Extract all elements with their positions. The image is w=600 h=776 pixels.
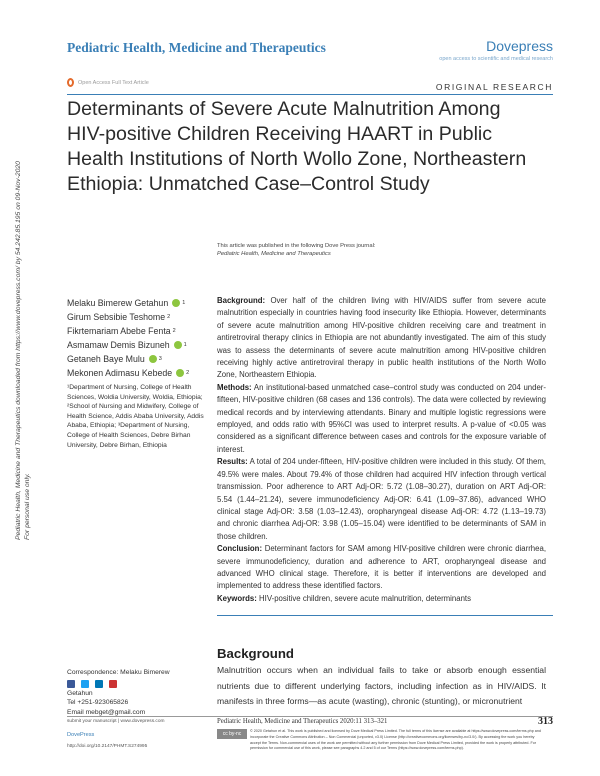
abstract-results: A total of 204 under-fifteen, HIV-positive children were included in this study. Of them, 49.5% were males. About 79.4% of those children had acquired HIV infection through vertical transmission. Poor adherence to ART Adj-OR: 5.72 (1.08–30.27), duration on ART Adj-OR: 5.54 (1.44–21.24), severe immunodeficiency Adj-OR: 6.41 (1.09–37.86), advanced WHO clinical stage Adj-OR: 3.58 (1.03–12.43), oropharyngeal disease Adj-OR: 4.72 (1.13–19.73) and chronic diarrhea Adj-OR: 3.98 (1.05–15.04) were identified to be determinants of SAM in those children.	[217, 457, 546, 541]
open-access-label: Open Access Full Text Article	[78, 79, 149, 86]
youtube-icon[interactable]	[109, 680, 117, 688]
header-divider	[67, 94, 553, 95]
open-access-row	[67, 78, 149, 87]
orcid-icon[interactable]	[172, 299, 180, 307]
doi-link[interactable]: http://doi.org/10.2147/PHMT.S274995	[67, 744, 148, 749]
linkedin-icon[interactable]	[95, 680, 103, 688]
abstract-keywords-label: Keywords:	[217, 593, 257, 603]
author[interactable]: Fikrtemariam Abebe Fenta 2	[67, 326, 176, 336]
pub-note-journal: Pediatric Health, Medicine and Therapeutics	[217, 251, 331, 257]
abstract-background: Over half of the children living with HIV/AIDS suffer from severe acute malnutrition especially in countries having food insecurity like Ethiopia. However, determinants of severe acute malnutrition among HIV-positive children receiving care and treatment in antiretroviral therapy clinics in Ethiopia are not abundantly investigated. The aim of this study was to assess the determinants of severe acute malnutrition among HIV-positive children receiving highly active antiretroviral therapy in public health institutions of the North Wollo Zone, Northeastern Ethiopia.	[217, 296, 546, 380]
article-type: ORIGINAL RESEARCH	[435, 82, 553, 92]
footer-divider	[67, 716, 553, 717]
footer-journal-ref: Pediatric Health, Medicine and Therapeutics 2020:11 313–321	[217, 718, 388, 725]
background-heading: Background	[217, 646, 294, 661]
author[interactable]: Asmamaw Demis Bizuneh 1	[67, 340, 187, 350]
cc-license-badge[interactable]: cc by-nc	[217, 729, 247, 739]
correspondence	[67, 668, 197, 717]
side-note-line2: For personal use only.	[24, 473, 31, 540]
correspondence-email[interactable]: Email mebget@gmail.com	[67, 708, 146, 716]
license-text: © 2020 Getahun et al. This work is published and licensed by Dove Medical Press Limited. The full terms of this license are available at https://www.dovepress.com/terms.php and incorporate the Creative Commons Attribution – Non Commercial (unported, v3.0) License (http://creativecommons.org/licenses/by-nc/3.0/). By accessing the work you hereby accept the Terms. Non-commercial uses of the work are permitted without any further permission from Dove Medical Press Limited, provided the work is properly attributed. For permission for commercial use of this work, please see paragraphs 4.2 and 5 of our Terms (https://www.dovepress.com/terms.php).	[250, 729, 541, 751]
correspondence-tel: Tel +251-923065826	[67, 699, 129, 706]
open-access-icon	[67, 78, 74, 87]
abstract-conclusion-label: Conclusion:	[217, 544, 263, 554]
orcid-icon[interactable]	[149, 355, 157, 363]
author[interactable]: Melaku Bimerew Getahun 1	[67, 298, 186, 308]
author[interactable]: Girum Sebsibie Teshome 2	[67, 312, 171, 322]
abstract-methods: An institutional-based unmatched case–control study was conducted on 204 under-fifteen, HIV-positive children (68 cases and 136 controls). The data were collected by reviewing medical records and by interviewing attendants. Binary and multiple logistic regressions were employed, and odds ratio with 95%CI was used to interpret results. A p-value of <0.05 was considered as a significant difference between cases and controls for the exposure variable of interest.	[217, 382, 546, 454]
download-side-note	[2, 120, 31, 540]
dovepress-tagline: open access to scientific and medical research	[439, 56, 553, 62]
author[interactable]: Getaneh Baye Mulu 3	[67, 354, 162, 364]
twitter-icon[interactable]	[81, 680, 89, 688]
background-text: Malnutrition occurs when an individual fails to take or absorb enough essential nutrients due to different underlying factors, including infection as in HIV/AIDS. It manifests in three forms—as acute (wasting), chronic (stunting), or micronutrient	[217, 665, 546, 706]
abstract-background-label: Background:	[217, 296, 266, 305]
submit-manuscript-link[interactable]: submit your manuscript | www.dovepress.com	[67, 719, 165, 724]
dovepress-logo[interactable]: Dovepress	[486, 38, 553, 54]
abstract-divider	[217, 615, 553, 616]
abstract-results-label: Results:	[217, 457, 248, 467]
publication-note	[217, 242, 376, 258]
affiliations: ¹Department of Nursing, College of Health Sciences, Woldia University, Woldia, Ethiopia; ²School of Nursing and Midwifery, College of Health Science, Addis Ababa University, Addis Ababa, Ethiopia; ³Department of Nursing, College of Health Sciences, Debre Birhan University, Debre Birhan, Ethiopia	[67, 384, 204, 449]
author[interactable]: Mekonen Adimasu Kebede 2	[67, 368, 190, 378]
abstract-methods-label: Methods:	[217, 382, 252, 392]
correspondence-line1: Correspondence: Melaku Bimerew	[67, 669, 170, 676]
dovepress-footer-logo[interactable]: DovePress	[67, 732, 95, 738]
abstract-conclusion: Determinant factors for SAM among HIV-positive children were chronic diarrhea, severe immunodeficiency, duration and adherence to ART, oropharyngeal disease and advanced WHO clinical stage. Therefore, it is better if interventions are developed and implemented to address these identified factors.	[217, 544, 546, 591]
orcid-icon[interactable]	[176, 369, 184, 377]
orcid-icon[interactable]	[174, 341, 182, 349]
article-title: Determinants of Severe Acute Malnutrition Among HIV-positive Children Receiving HAART in Public Health Institutions of North Wollo Zone, Northeastern Ethiopia: Unmatched Case–Control Study	[67, 98, 527, 195]
journal-title: Pediatric Health, Medicine and Therapeutics	[67, 40, 326, 55]
page-number: 313	[538, 716, 553, 727]
abstract-keywords: HIV-positive children, severe acute malnutrition, determinants	[259, 593, 471, 603]
correspondence-line2: Getahun	[67, 689, 93, 697]
abstract	[217, 295, 546, 605]
side-note-line1: Pediatric Health, Medicine and Therapeutics downloaded from https://www.dovepress.com/ by 54.242.85.195 on 09-Nov-2020	[15, 161, 22, 540]
social-icons	[67, 680, 197, 688]
author-list	[67, 296, 189, 380]
facebook-icon[interactable]	[67, 680, 75, 688]
pub-note-line1: This article was published in the following Dove Press journal:	[217, 243, 376, 249]
